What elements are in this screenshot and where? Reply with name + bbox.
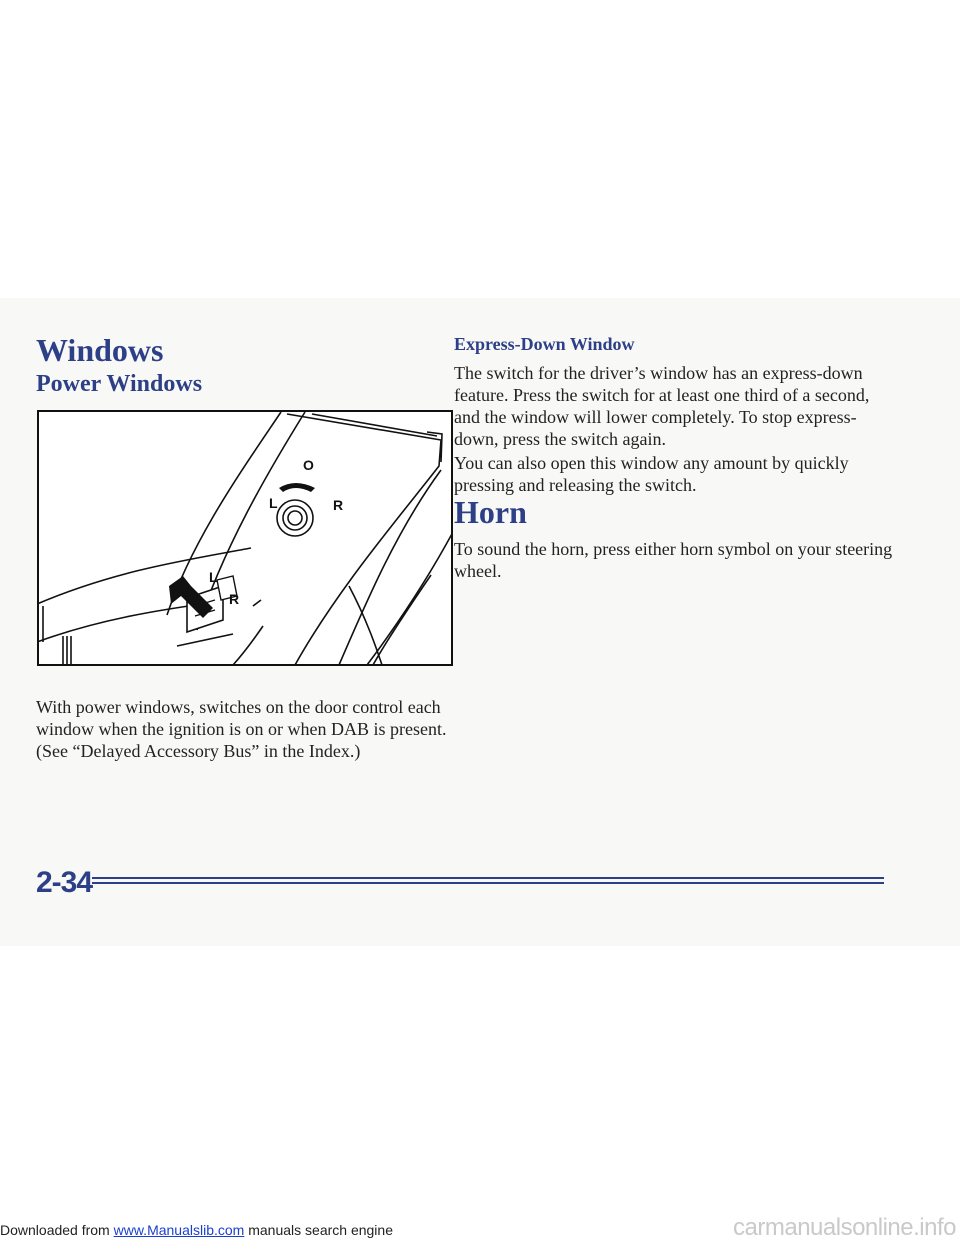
figure-label-top-o: O xyxy=(303,457,314,473)
footer-rule-bottom xyxy=(92,882,884,884)
section-heading-horn: Horn xyxy=(454,494,527,530)
manualslib-link[interactable]: www.Manualslib.com xyxy=(113,1222,245,1238)
figure-label-top-r: R xyxy=(333,497,344,513)
power-windows-paragraph: With power windows, switches on the door control each window when the ignition is on or when DAB is present. (See “Delayed Accessory Bus” in the Index.) xyxy=(36,697,447,761)
figure-label-bottom-r: R xyxy=(229,591,240,607)
horn-paragraph: To sound the horn, press either horn symbol on your steering wheel. xyxy=(454,539,893,581)
express-down-paragraph-1: The switch for the driver’s window has an express-down feature. Press the switch for at least one third of a second, and the window will lower completely. To stop express-down, press the switch again. xyxy=(454,363,870,449)
power-window-switch-illustration xyxy=(37,410,453,666)
footer-prefix: Downloaded from xyxy=(0,1222,114,1238)
footer-suffix: manuals search engine xyxy=(244,1222,393,1238)
express-down-paragraph-2: You can also open this window any amount by quickly pressing and releasing the switch. xyxy=(454,453,849,495)
subheading-express-down-window: Express-Down Window xyxy=(454,334,635,354)
section-heading-windows: Windows xyxy=(36,332,164,368)
subheading-power-windows: Power Windows xyxy=(36,371,203,397)
figure-label-bottom-l: L xyxy=(209,569,218,585)
figure-label-top-l: L xyxy=(269,495,278,511)
page-number: 2-34 xyxy=(36,866,93,899)
footer-rule-top xyxy=(92,877,884,879)
watermark: carmanualsonline.info xyxy=(733,1214,956,1241)
download-footer xyxy=(0,1222,393,1238)
